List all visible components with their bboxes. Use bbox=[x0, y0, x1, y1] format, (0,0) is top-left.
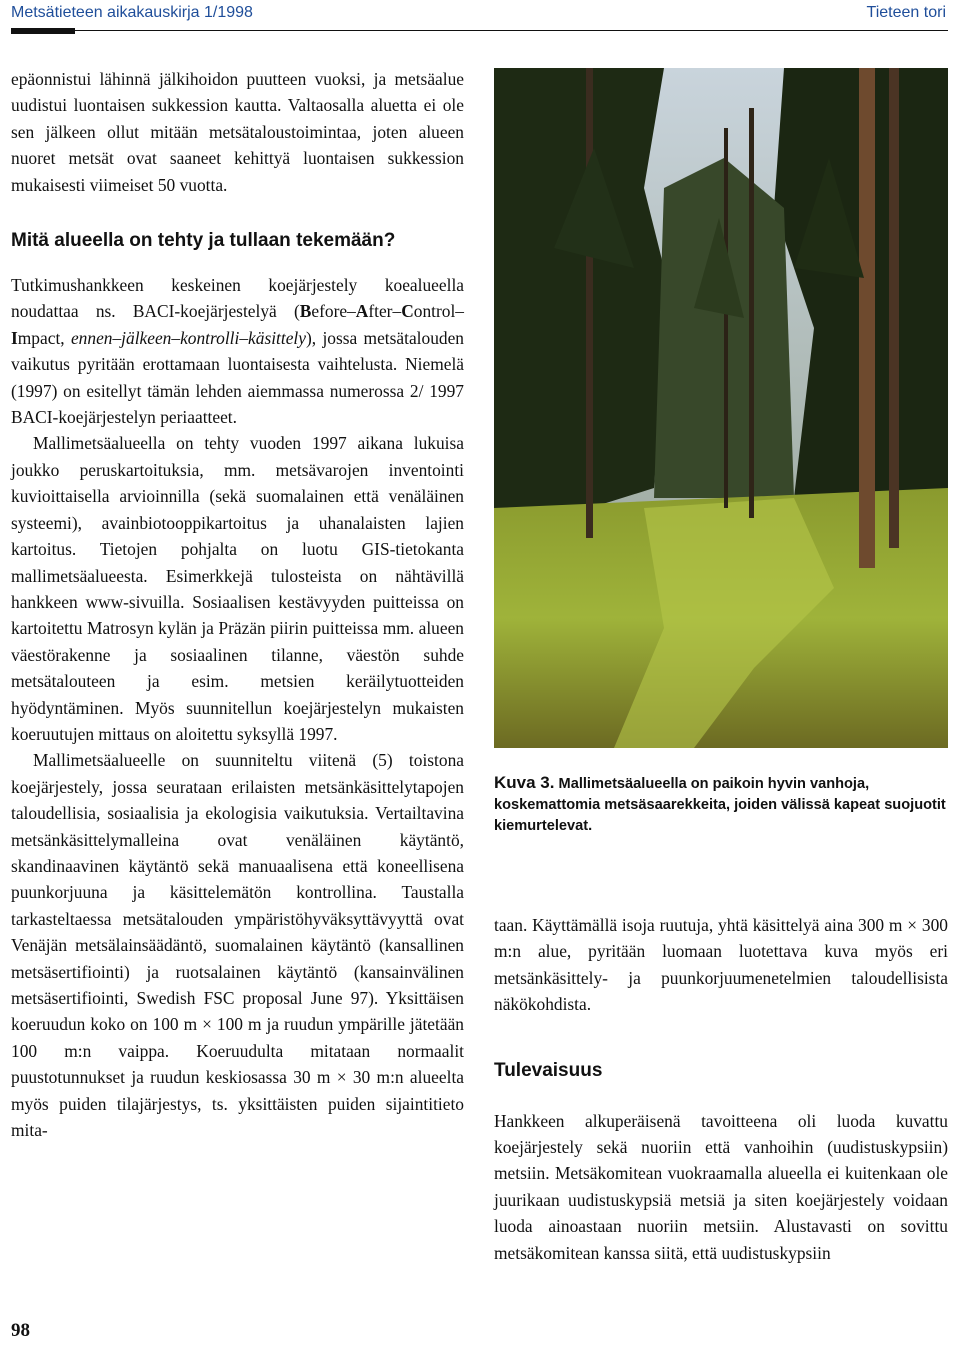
forest-photo bbox=[494, 68, 948, 748]
header-rule bbox=[11, 30, 948, 31]
section-title: Tieteen tori bbox=[866, 4, 946, 21]
journal-title: Metsätieteen aikakauskirja 1/1998 bbox=[11, 4, 253, 21]
paragraph-future: Hankkeen alkuperäisenä tavoitteena oli luoda kuvattu koejärjestely sekä nuoriin että vanhoihin (uudistuskypsiin) metsiin. Metsäkomitean vuokraamalla alueella ei kuitenkaan ole juurikaan uudistuskypsiä metsiä ja siten koejärjestely voidaan luoda ainoastaan nuoriin metsiin. Alustavasti on sovittu metsäkomitean kanssa siitä, että uudistuskypsiin bbox=[494, 1110, 948, 1263]
paragraph-surveys: Mallimetsäalueella on tehty vuoden 1997 aikana lukuisa joukko peruskartoituksia, mm. metsävarojen inventointi kuvioittaisella arvioinnilla (sekä suomalainen että venäläinen systeemi), avainbiotooppikartoitus ja uhanalaisten lajien kartoitus. Tietojen pohjalta on luotu GIS-tietokanta mallimetsäalueesta. Esimerkkejä tulosteista on nähtävillä hankkeen www-sivuilla. Sosiaalisen kestävyyden puitteissa on kartoitettu Matrosyn kylän ja Präzän piirin puitteissa mm. alueen väestörakenne ja sosiaalinen tilanne, väestön suhde metsätalouteen ja esim. metsien keräilytuotteiden hyödyntäminen. Myös suunnitellun koejärjestelyn mukaisten koeruutujen mittaus on aloitettu syksyllä 1997. bbox=[11, 433, 464, 744]
left-column bbox=[11, 66, 464, 1143]
figure-label: Kuva 3. bbox=[494, 773, 555, 792]
header-rule-accent bbox=[11, 28, 75, 34]
intro-paragraph: epäonnistui lähinnä jälkihoidon puutteen vuoksi, ja metsäalue uudistui luontaisen sukkession kautta. Valtaosalla aluetta ei ole sen jälkeen ollut mitään metsätaloustoimintaa, joten alueen nuoret metsät ovat saaneet kehittyä luontaisen sukkession mukaisesti viimeiset 50 vuotta. bbox=[11, 69, 464, 195]
forest-photo-illustration bbox=[494, 68, 948, 748]
paragraph-continuation: taan. Käyttämällä isoja ruutuja, yhtä käsittelyä aina 300 m × 300 m:n alue, pyritään luomaan luotettava kuva myös eri metsänkäsittely- ja puunkorjuumenetelmien taloudellisista näkökohdista. bbox=[494, 915, 948, 1015]
paragraph-experiment: Mallimetsäalueelle on suunniteltu viitenä (5) toistona koejärjestely, jossa seurataan erilaisten metsänkäsittelytapojen taloudellisia, sosiaalisia ja ekologisia vaikutuksia. Vertailtavina metsänkäsittelymalleina ovat venäläinen käytäntö, skandinaavinen käytäntö sekä manuaalisena että koneellisena puunkorjuuna ja käsittelemätön kontrollina. Taustalla tarkasteltaessa metsätalouden ympäristöhyväksyttävyyttä ovat Venäjän metsälainsäädäntö, suomalainen käytäntö (kansallinen metsäsertifiointi) ja ruotsalainen käytäntö (kansainvälinen metsäsertifiointi, Swedish FSC proposal June 97). Yksittäisen koeruudun koko on 100 m × 100 m ja ruudun ympärille jätetään 100 m:n vaippa. Koeruudulta mitataan normaalit puustotunnukset ja ruudun keskiosassa 30 m × 30 m:n alueelta myös puiden tilajärjestys, ts. yksittäisten puiden sijaintitieto mita- bbox=[11, 750, 464, 1141]
figure-caption bbox=[494, 772, 948, 837]
section-heading: Mitä alueella on tehty ja tullaan tekemään? bbox=[11, 230, 396, 252]
right-column bbox=[494, 912, 948, 1266]
paragraph-baci: Tutkimushankkeen keskeinen koejärjestely koealueella noudattaa ns. BACI-koejärjestelyä (Before–After–Control–Impact, ennen–jälkeen–kontrolli–käsittely), jossa metsätalouden vaikutus pyritään erottamaan luontaisesta vaihtelusta. Niemelä (1997) on esitellyt tämän lehden aiemmassa numerossa 2/ 1997 BACI-koejärjestelyn periaatteet. bbox=[11, 275, 465, 428]
section-heading-future: Tulevaisuus bbox=[494, 1059, 603, 1081]
page-number: 98 bbox=[11, 1320, 30, 1341]
figure-caption-text: Mallimetsäalueella on paikoin hyvin vanhoja, koskemattomia metsäsaarekkeita, joiden välissä kapeat suojuotit kiemurtelevat. bbox=[494, 776, 946, 834]
